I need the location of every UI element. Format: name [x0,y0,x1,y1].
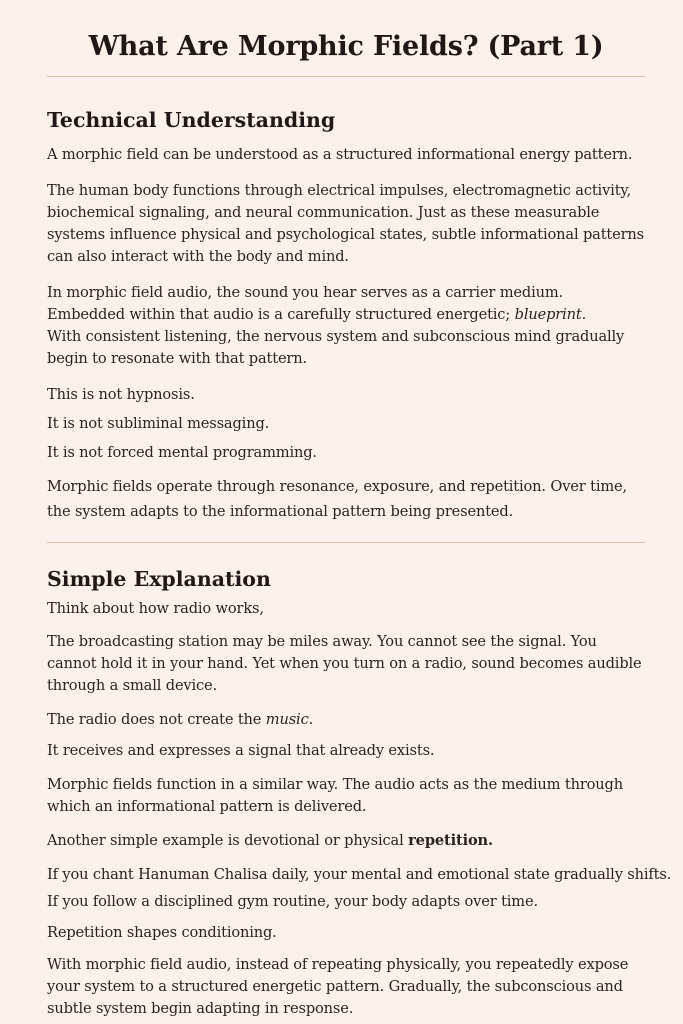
blueprint-end: . [581,306,587,323]
section-divider [47,542,645,543]
simple-heading: Simple Explanation [47,567,271,591]
simple-paragraph-2: The broadcasting station may be miles away. You cannot see the signal. You cannot hold it in your hand. Yet when you turn on a radio, sound becomes audible through a small device. [47,633,642,694]
blueprint-lead: Embedded within that audio is a carefully structured energetic [47,306,506,323]
simple-paragraph-1: Think about how radio works, [47,600,264,617]
technical-section [47,108,645,524]
technical-paragraph-4: This is not hypnosis. [47,386,195,403]
technical-paragraph-2: The human body functions through electrical impulses, electromagnetic activity, biochemical signaling, and neural communication. Just as these measurable systems influence physical and psychological states, subtle informational patterns can also interact with the body and mind. [47,182,645,265]
repetition-lead: Another simple example is devotional or physical [47,832,404,849]
page-title: What Are Morphic Fields? (Part 1) [88,31,604,62]
technical-heading: Technical Understanding [47,108,336,132]
technical-paragraph-1: A morphic field can be understood as a structured informational energy pattern. [47,146,633,163]
simple-paragraph-5: Morphic fields function in a similar way. The audio acts as the medium through which an informational pattern is delivered. [47,776,623,815]
simple-section [47,567,672,1020]
blueprint-punct: ; [505,306,511,323]
title-divider [47,76,645,77]
technical-paragraph-7: Morphic fields operate through resonance, exposure, and repetition. Over time, the system adapts to the informational pattern being presented. [47,478,628,520]
music-lead: The radio does not create the [47,711,262,728]
technical-paragraph-3-line-1: In morphic field audio, the sound you hear serves as a carrier medium. [47,284,564,301]
technical-paragraph-5: It is not subliminal messaging. [47,415,270,432]
simple-paragraph-4: It receives and expresses a signal that already exists. [47,742,435,759]
simple-paragraph-10: With morphic field audio, instead of repeating physically, you repeatedly expose your system to a structured energetic pattern. Gradually, the subconscious and subtle system begin adapting in response. [47,956,629,1017]
simple-paragraph-9: Repetition shapes conditioning. [47,924,277,941]
music-emphasis: music [265,711,309,728]
technical-paragraph-3-line-3: With consistent listening, the nervous system and subconscious mind gradually begin to resonate with that pattern. [47,328,625,367]
technical-paragraph-3 [47,282,645,370]
repetition-emphasis: repetition. [408,832,493,849]
simple-paragraph-7: If you chant Hanuman Chalisa daily, your mental and emotional state gradually shifts. [47,866,672,883]
simple-paragraph-8: If you follow a disciplined gym routine, your body adapts over time. [47,893,538,910]
technical-paragraph-3-line-2 [47,304,645,326]
blueprint-emphasis: blueprint [514,306,582,323]
simple-paragraph-6 [47,830,645,852]
music-end: . [308,711,314,728]
simple-paragraph-3 [47,709,645,731]
technical-paragraph-6: It is not forced mental programming. [47,444,317,461]
